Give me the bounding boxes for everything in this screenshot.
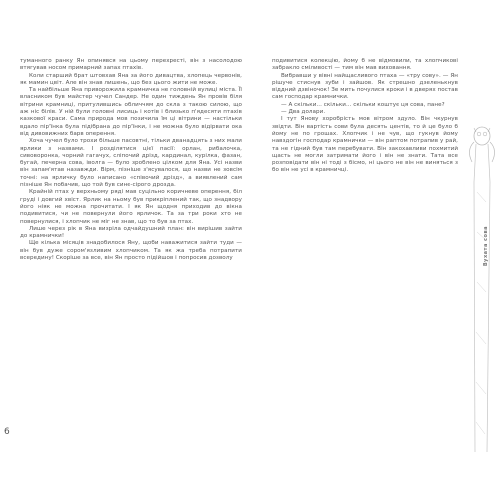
paragraph: Ще кілька місяців знадобилося Яну, щоби наважитися зайти туди — він був дуже сором'язливим хлопчиком. Та як жа треба потрапити всередину! Скоріше за все, він Ян просто підійшов і попросив дозволу [20,240,242,262]
paragraph: І тут Янову хоробрість мов вітром здуло. Він чкурнув звідти. Він вартість сови була десять центів, то й це було б йому не по грошах. Хлопчик і не чув, що гукнув йому навздогін господар крамнички — він раптом потрапив у рай, та не гідний був там перебувати. Він закохавливи похмитий щасть не могли затримати його і він не знати. Тата все розповідати він ні тоді з бісмо, ні цього не він не виняться з бо він не усі в крамничці. [272,116,458,174]
paragraph: подивитися колекцію, йому б не відмовили, та хлопчикові забракло сміливості — тим він мав виховання. [272,58,458,72]
paragraph: Крайній птах у верхньому ряді мав суцільно коричневе оперення, біл груді і довгий хвіст. Ярлик на ньому був прикріплений так, що знадвору його ніяк не можна прочитати. І як Ян щодня приходив до вікна подивитися, чи не повернули його ярличок. Та за три роки хто не повернулися, і хлопчик не міг не знав, що то був за птах. [20,189,242,225]
paragraph: — Два долари. [281,109,326,116]
paragraph: — А скільки... скільки... скільки коштує ця сова, пане? [281,101,445,108]
left-text-column [20,58,242,262]
paragraph: Та найбільше Яна приворожила крамничка не головній вулиці міста. Її власником був майстер чучел Сандер. Не один тиждень Ян провів біля вітрини крамниці, притулившись обличчям до скла з такою силою, що аж ніс білів. У ній були головні лисиць і котів і близько п'ядесяти птахів казкової краси. Сама природа мов позичила їм ці вітрини — настільки вдало пір'їнка була підібрана до пір'їнки, і не можна було відірвати ока від дивовижних барв оперення. [20,87,242,137]
illustration-caption: Вухата сова [483,226,489,267]
paragraph: Лише через рік в Яна визріла одчайдушний план: він вирішив зайти до крамнички! [20,225,242,240]
paragraph: туманного ранку Ян опинявся на цьому перехресті, він з насолодою втягував носом примарний запах птахів. [20,58,242,72]
owl-wing-right [490,142,495,162]
right-text-column [272,58,458,175]
owl-eye-right [483,132,487,136]
owl-eye-left [477,132,481,136]
paragraph: Вибравши у вівні найщасливого птаха — «тру сову». — Ян рішуче стиснув зуби і зайшов. Як стрешно дзеленькнув віддний дзвіночок! Зе мить почулися кроки і в дверях постав сам господар крамнички. [272,72,458,101]
owl-figure-illustration [462,122,500,462]
paragraph: Коли старший брат штовхав Яна за його дивацтва, хлопець червонів, як мамин цвіт. Але він знав лишень, що без цього жити не може. [20,72,242,86]
owl-wing-left [469,142,474,162]
owl-body-outline [474,144,490,452]
page-number: 6 [4,427,10,437]
paragraph: Хоча чучел було трохи більше пасовтні, тільки дванадцять з них мали ярлики з назвами. І розділятися цієї пасії: орлан, рибалочка, сивоворонка, чорний гагачух, сліпочий дрізд, кардинал, курілка, фазан, бугай, печерна сова, іволга — було зроблено цілком для Яна. Усі назви він запам'ятав назавжди. Вірм, пізніше з'ясувалося, що назви не зовсім точні: на ярличку було написано «співочий дрізд», а виявлений сам пізніше Ян побачив, що той був синє-сірого дрозда. [20,138,242,189]
owl-head-outline [474,127,490,145]
